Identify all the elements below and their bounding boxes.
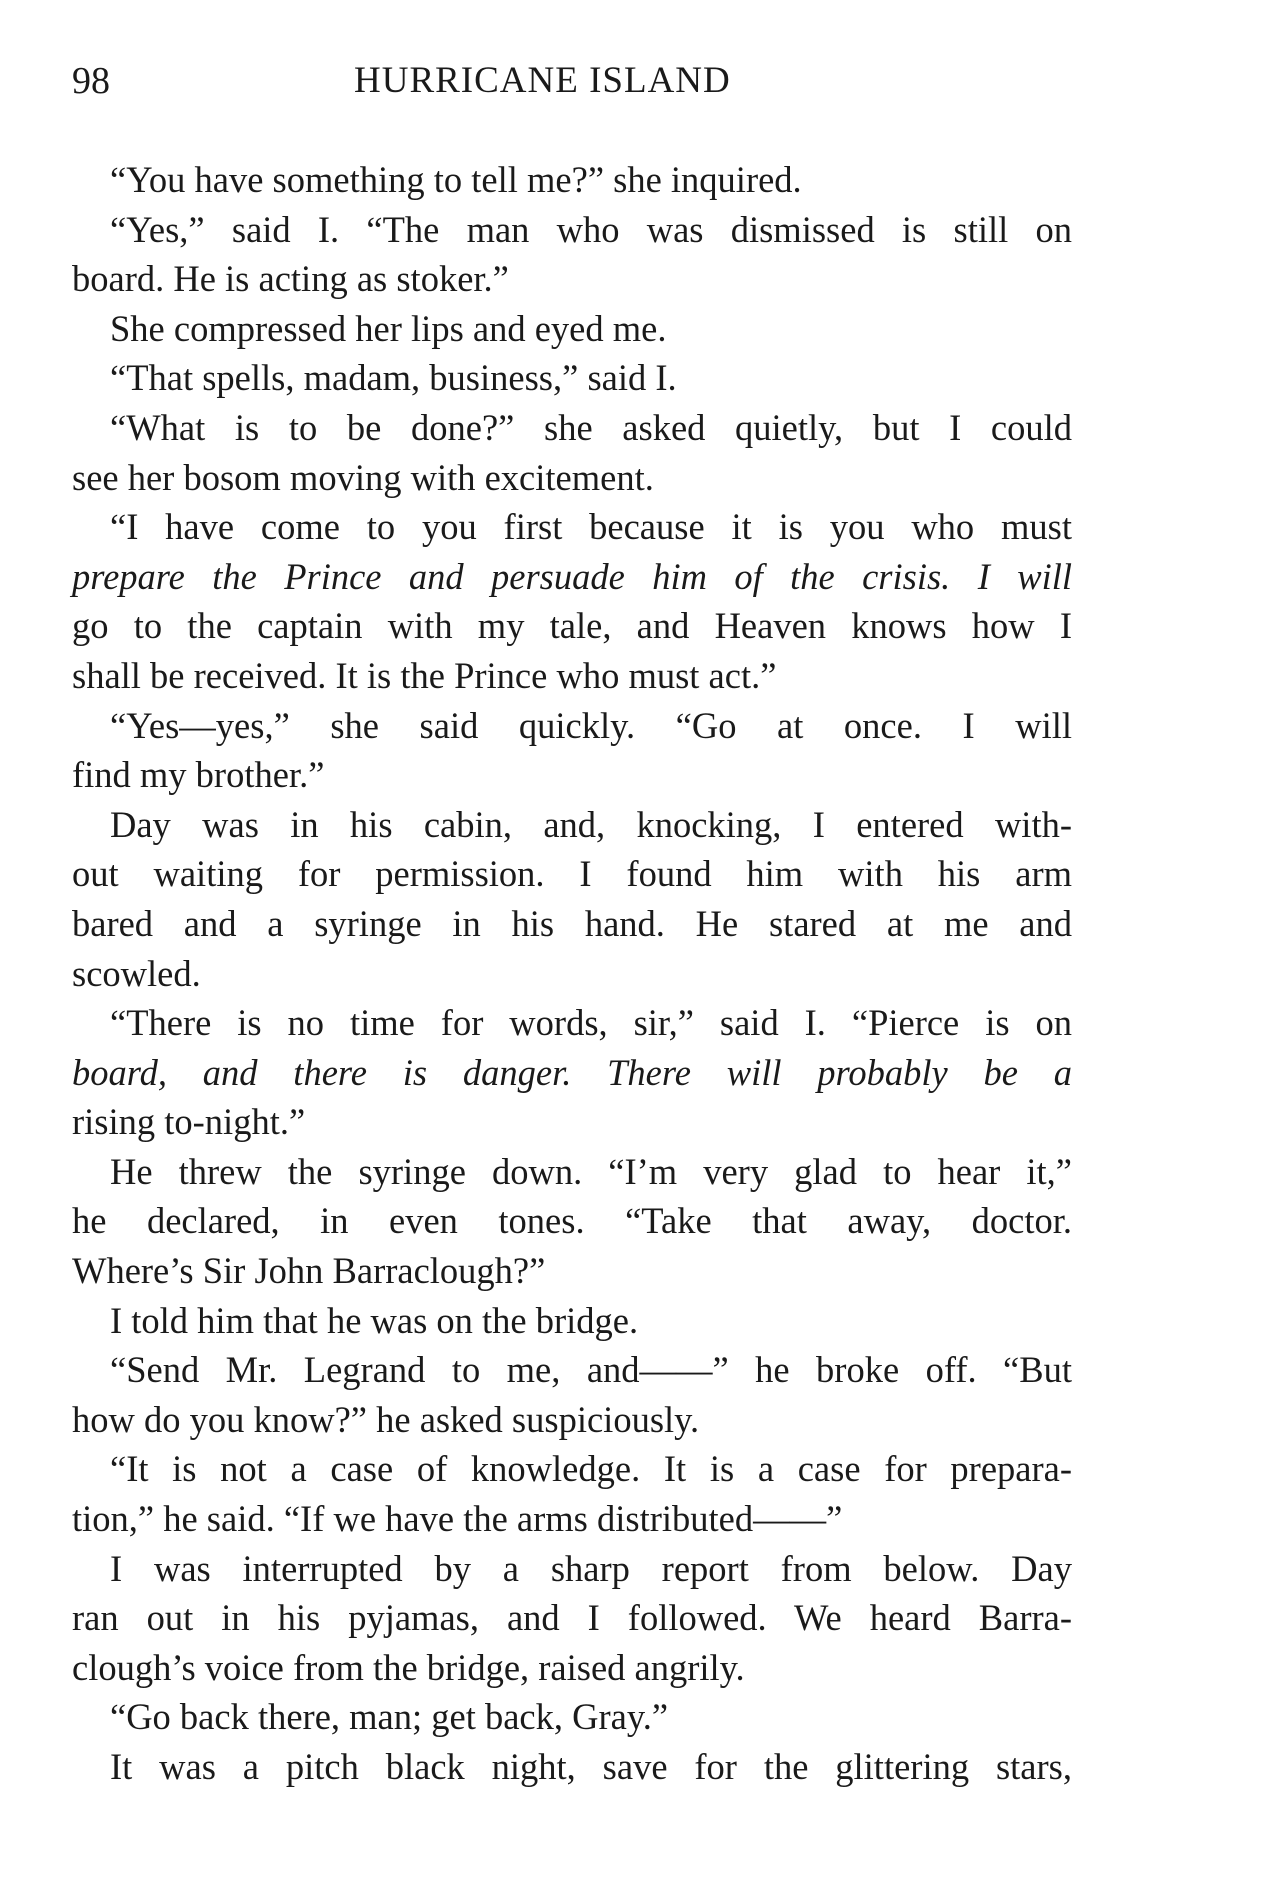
text-line: “There is no time for words, sir,” said I. “Pierce is on bbox=[110, 1002, 1072, 1044]
text-line: out waiting for permission. I found him with his arm bbox=[72, 853, 1072, 895]
text-line: “Yes—yes,” she said quickly. “Go at once. I will bbox=[110, 704, 1072, 746]
text-line: tion,” he said. “If we have the arms distributed——” bbox=[72, 1498, 843, 1540]
text-line: how do you know?” he asked suspiciously. bbox=[72, 1398, 700, 1440]
text-line: I told him that he was on the bridge. bbox=[110, 1299, 639, 1341]
text-line: “Go back there, man; get back, Gray.” bbox=[110, 1696, 669, 1738]
text-line: see her bosom moving with excitement. bbox=[72, 456, 654, 498]
text-line: “What is to be done?” she asked quietly, but I could bbox=[110, 406, 1072, 448]
text-line: She compressed her lips and eyed me. bbox=[110, 307, 667, 349]
text-line: Day was in his cabin, and, knocking, I entered with- bbox=[110, 803, 1072, 845]
text-line: rising to-night.” bbox=[72, 1101, 306, 1143]
text-line: he declared, in even tones. “Take that away, doctor. bbox=[72, 1200, 1072, 1242]
text-line: find my brother.” bbox=[72, 754, 325, 796]
text-line: go to the captain with my tale, and Heaven knows how I bbox=[72, 605, 1072, 647]
text-line: bared and a syringe in his hand. He stared at me and bbox=[72, 902, 1072, 944]
text-line: “That spells, madam, business,” said I. bbox=[110, 357, 677, 399]
page-number: 98 bbox=[72, 60, 110, 102]
text-line: “You have something to tell me?” she inquired. bbox=[110, 159, 802, 200]
text-line: ran out in his pyjamas, and I followed. We heard Barra- bbox=[72, 1597, 1072, 1639]
text-line: It was a pitch black night, save for the glittering stars, bbox=[110, 1746, 1072, 1787]
text-line: board, and there is danger. There will probably be a bbox=[72, 1051, 1072, 1093]
text-line: He threw the syringe down. “I’m very glad to hear it,” bbox=[110, 1150, 1072, 1192]
text-line: shall be received. It is the Prince who must act.” bbox=[72, 654, 777, 696]
text-line: prepare the Prince and persuade him of the crisis. I will bbox=[72, 555, 1072, 597]
text-line: scowled. bbox=[72, 952, 201, 994]
text-line: Where’s Sir John Barraclough?” bbox=[72, 1250, 546, 1292]
text-line: “I have come to you first because it is you who must bbox=[110, 506, 1072, 548]
text-line: “Send Mr. Legrand to me, and——” he broke off. “But bbox=[110, 1349, 1072, 1391]
text-line: clough’s voice from the bridge, raised angrily. bbox=[72, 1646, 745, 1688]
text-line: “It is not a case of knowledge. It is a case for prepara- bbox=[110, 1448, 1072, 1490]
body-text bbox=[72, 155, 1072, 1792]
page-header bbox=[72, 56, 1072, 106]
text-line: “Yes,” said I. “The man who was dismissed is still on bbox=[110, 208, 1072, 250]
running-title: HURRICANE ISLAND bbox=[354, 60, 731, 101]
text-line: board. He is acting as stoker.” bbox=[72, 258, 509, 300]
text-line: I was interrupted by a sharp report from below. Day bbox=[110, 1547, 1072, 1589]
